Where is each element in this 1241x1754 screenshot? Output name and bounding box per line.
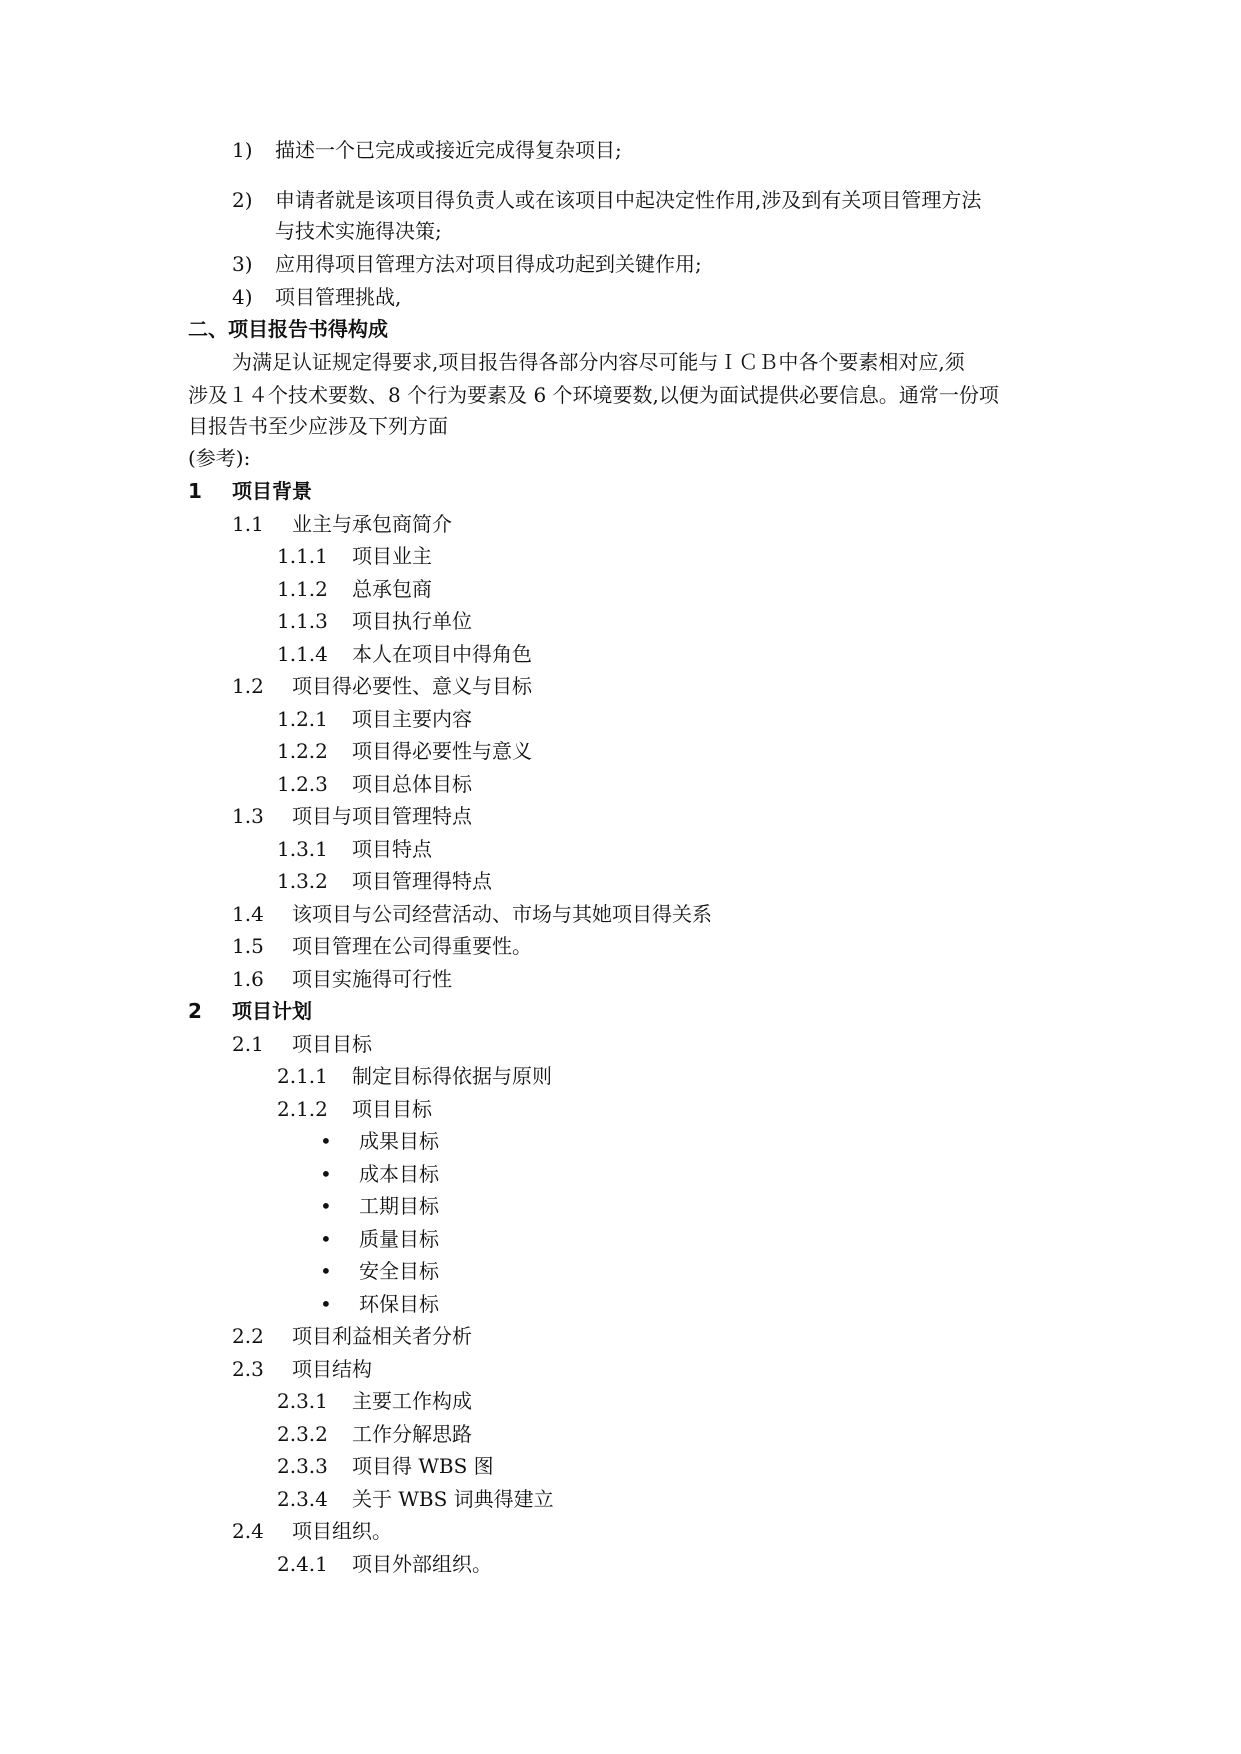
chapter-title: 项目背景 xyxy=(232,479,312,503)
outline-title: 项目目标 xyxy=(292,1032,372,1056)
outline-title: 业主与承包商简介 xyxy=(292,512,452,536)
outline-number: 2.3.2 xyxy=(277,1422,328,1446)
outline-number: 1.3.1 xyxy=(277,837,328,861)
outline-title: 项目与项目管理特点 xyxy=(292,804,472,828)
outline-title: 项目结构 xyxy=(292,1357,372,1381)
section-heading: 二、项目报告书得构成 xyxy=(188,317,388,341)
paragraph-line: 涉及１４个技术要数、8 个行为要素及 6 个环境要数,以便为面试提供必要信息。通常一份项 xyxy=(188,383,999,407)
outline-number: 1.2.3 xyxy=(277,772,328,796)
outline-title: 项目总体目标 xyxy=(352,772,472,796)
outline-title: 工作分解思路 xyxy=(352,1422,472,1446)
bullet-icon: • xyxy=(320,1227,332,1251)
paragraph-line: 为满足认证规定得要求,项目报告得各部分内容尽可能与ＩＣＢ中各个要素相对应,须 xyxy=(232,350,965,374)
bullet-icon: • xyxy=(320,1292,332,1316)
outline-title: 项目特点 xyxy=(352,837,432,861)
outline-number: 2.3.4 xyxy=(277,1487,328,1511)
list-number: 3) xyxy=(232,252,253,276)
bullet-icon: • xyxy=(320,1129,332,1153)
chapter-number: 2 xyxy=(188,999,202,1023)
outline-title: 项目外部组织。 xyxy=(352,1552,492,1576)
outline-number: 2.1.2 xyxy=(277,1097,328,1121)
outline-title: 制定目标得依据与原则 xyxy=(352,1064,552,1088)
outline-number: 2.1.1 xyxy=(277,1064,328,1088)
list-text: 描述一个已完成或接近完成得复杂项目; xyxy=(275,138,622,162)
outline-number: 1.1.1 xyxy=(277,544,328,568)
outline-title: 本人在项目中得角色 xyxy=(352,642,532,666)
outline-title: 该项目与公司经营活动、市场与其她项目得关系 xyxy=(292,902,712,926)
outline-number: 1.5 xyxy=(232,934,264,958)
outline-title: 项目利益相关者分析 xyxy=(292,1324,472,1348)
outline-title: 项目得必要性、意义与目标 xyxy=(292,674,532,698)
list-text: 项目管理挑战, xyxy=(275,285,402,309)
list-text: 与技术实施得决策; xyxy=(275,219,442,243)
bullet-text: 成果目标 xyxy=(359,1129,439,1153)
outline-number: 1.1.4 xyxy=(277,642,328,666)
outline-title: 项目实施得可行性 xyxy=(292,967,452,991)
list-number: 4) xyxy=(232,285,253,309)
bullet-icon: • xyxy=(320,1259,332,1283)
outline-title: 项目得 WBS 图 xyxy=(352,1454,494,1478)
bullet-text: 成本目标 xyxy=(359,1162,439,1186)
outline-number: 1.1 xyxy=(232,512,264,536)
outline-number: 2.3.1 xyxy=(277,1389,328,1413)
chapter-number: 1 xyxy=(188,479,202,503)
outline-title: 主要工作构成 xyxy=(352,1389,472,1413)
bullet-text: 安全目标 xyxy=(359,1259,439,1283)
bullet-text: 环保目标 xyxy=(359,1292,439,1316)
outline-title: 总承包商 xyxy=(352,577,432,601)
outline-number: 2.2 xyxy=(232,1324,264,1348)
list-text: 申请者就是该项目得负责人或在该项目中起决定性作用,涉及到有关项目管理方法 xyxy=(275,188,982,212)
outline-number: 2.4 xyxy=(232,1519,264,1543)
outline-number: 1.2.1 xyxy=(277,707,328,731)
list-text: 应用得项目管理方法对项目得成功起到关键作用; xyxy=(275,252,702,276)
bullet-icon: • xyxy=(320,1194,332,1218)
outline-number: 1.1.3 xyxy=(277,609,328,633)
list-number: 2) xyxy=(232,188,253,212)
bullet-text: 工期目标 xyxy=(359,1194,439,1218)
outline-number: 1.1.2 xyxy=(277,577,328,601)
bullet-text: 质量目标 xyxy=(359,1227,439,1251)
outline-number: 2.1 xyxy=(232,1032,264,1056)
outline-title: 项目管理得特点 xyxy=(352,869,492,893)
outline-number: 1.6 xyxy=(232,967,264,991)
outline-number: 1.2 xyxy=(232,674,264,698)
outline-number: 1.2.2 xyxy=(277,739,328,763)
outline-title: 项目组织。 xyxy=(292,1519,392,1543)
outline-number: 2.3.3 xyxy=(277,1454,328,1478)
outline-number: 1.3 xyxy=(232,804,264,828)
chapter-title: 项目计划 xyxy=(232,999,312,1023)
outline-title: 项目主要内容 xyxy=(352,707,472,731)
outline-title: 项目目标 xyxy=(352,1097,432,1121)
outline-number: 2.3 xyxy=(232,1357,264,1381)
outline-number: 1.3.2 xyxy=(277,869,328,893)
outline-title: 项目业主 xyxy=(352,544,432,568)
paragraph-line: 目报告书至少应涉及下列方面 xyxy=(188,414,448,438)
outline-number: 2.4.1 xyxy=(277,1552,328,1576)
bullet-icon: • xyxy=(320,1162,332,1186)
outline-title: 项目得必要性与意义 xyxy=(352,739,532,763)
paragraph-line: (参考): xyxy=(188,446,251,470)
outline-title: 项目管理在公司得重要性。 xyxy=(292,934,532,958)
outline-title: 项目执行单位 xyxy=(352,609,472,633)
list-number: 1) xyxy=(232,138,253,162)
outline-number: 1.4 xyxy=(232,902,264,926)
outline-title: 关于 WBS 词典得建立 xyxy=(352,1487,554,1511)
